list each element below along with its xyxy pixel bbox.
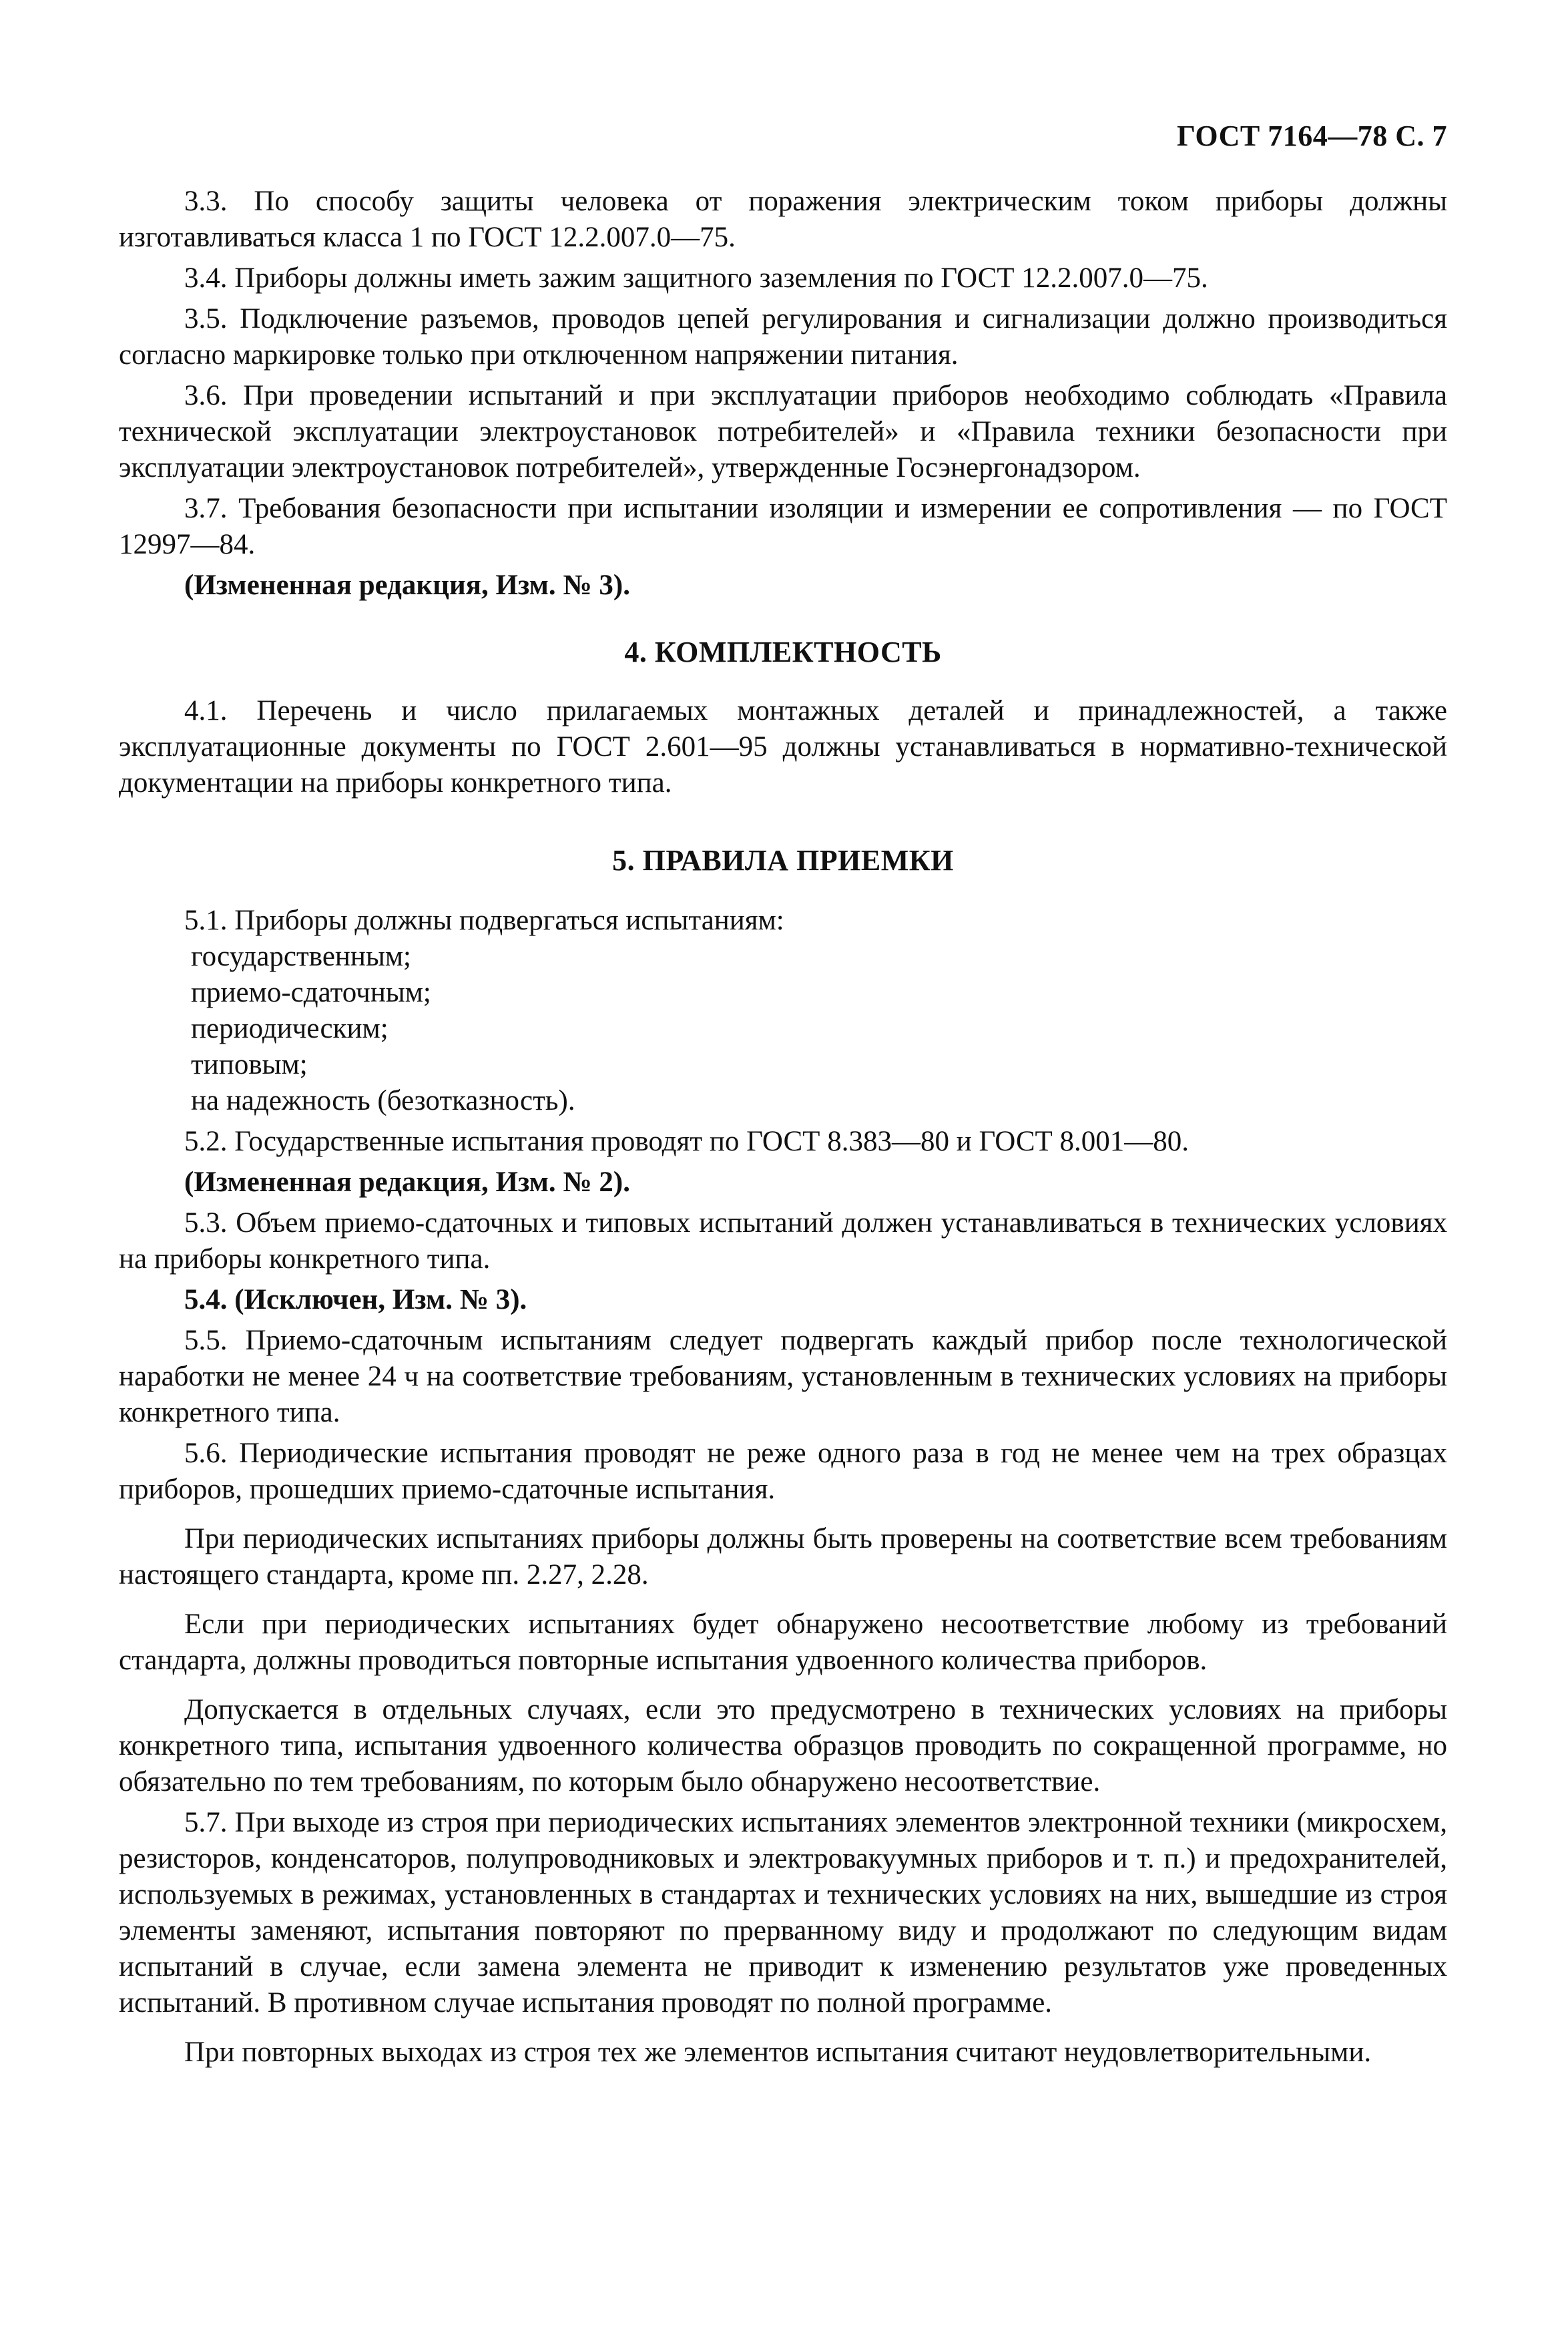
list-item: на надежность (безотказность).: [191, 1085, 575, 1116]
clause-5-2: 5.2. Государственные испытания проводят по ГОСТ 8.383—80 и ГОСТ 8.001—80.: [184, 1126, 1190, 1157]
list-item: государственным;: [191, 941, 411, 972]
page-content: [119, 184, 1447, 2071]
clause-3-7: 3.7. Требования безопасности при испытании изоляции и измерении ее сопротивления — по ГОСТ 12997—84.: [119, 493, 1447, 560]
amendment-note-2: (Измененная редакция, Изм. № 2).: [184, 1166, 630, 1198]
clause-3-3: 3.3. По способу защиты человека от поражения электрическим током приборы должны изготавливаться класса 1 по ГОСТ 12.2.007.0—75.: [119, 186, 1447, 253]
clause-3-4: 3.4. Приборы должны иметь зажим защитного заземления по ГОСТ 12.2.007.0—75.: [184, 262, 1208, 294]
list-item: периодическим;: [191, 1013, 388, 1044]
list-item: приемо-сдаточным;: [191, 977, 431, 1008]
clause-5-6-paragraph-3: Если при периодических испытаниях будет обнаружено несоответствие любому из требований стандарта, должны проводиться повторные испытания удвоенного количества приборов.: [119, 1609, 1447, 1676]
test-types-list: [119, 939, 1447, 1119]
section-heading-completeness: 4. КОМПЛЕКТНОСТЬ: [624, 636, 942, 668]
clause-5-7: 5.7. При выходе из строя при периодических испытаниях элементов электронной техники (микросхем, резисторов, конденсаторов, полупроводниковых и электровакуумных приборов и т. п.) и предохранителей, используемых в режимах, установленных в стандартах и технических условиях на них, вышедшие из строя элементы заменяют, испытания повторяют по прерванному виду и продолжают по следующим видам испытаний в случае, если замена элемента не приводит к изменению результатов уже проведенных испытаний. В противном случае испытания проводят по полной программе.: [119, 1807, 1447, 2019]
page-header: ГОСТ 7164—78 С. 7: [1176, 120, 1447, 152]
clause-5-6-paragraph-4: Допускается в отдельных случаях, если это предусмотрено в технических условиях на приборы конкретного типа, испытания удвоенного количества образцов проводить по сокращенной программе, но обязательно по тем требованиям, по которым было обнаружено несоответствие.: [119, 1694, 1447, 1797]
amendment-note-3: (Измененная редакция, Изм. № 3).: [184, 570, 630, 601]
clause-5-1: 5.1. Приборы должны подвергаться испытаниям:: [184, 905, 784, 936]
list-item: типовым;: [191, 1049, 308, 1080]
clause-5-4: 5.4. (Исключен, Изм. № 3).: [184, 1284, 527, 1315]
clause-4-1: 4.1. Перечень и число прилагаемых монтажных деталей и принадлежностей, а также эксплуатационные документы по ГОСТ 2.601—95 должны устанавливаться в нормативно-технической документации на приборы конкретного типа.: [119, 695, 1447, 799]
clause-5-6-paragraph-2: При периодических испытаниях приборы должны быть проверены на соответствие всем требованиям настоящего стандарта, кроме пп. 2.27, 2.28.: [119, 1523, 1447, 1590]
section-heading-acceptance-rules: 5. ПРАВИЛА ПРИЕМКИ: [612, 844, 954, 877]
clause-5-7-paragraph-2: При повторных выходах из строя тех же элементов испытания считают неудовлетворительными.: [184, 2037, 1372, 2068]
clause-5-3: 5.3. Объем приемо-сдаточных и типовых испытаний должен устанавливаться в технических условиях на приборы конкретного типа.: [119, 1207, 1447, 1275]
clause-5-5: 5.5. Приемо-сдаточным испытаниям следует подвергать каждый прибор после технологической наработки не менее 24 ч на соответствие требованиям, установленным в технических условиях на приборы конкретного типа.: [119, 1325, 1447, 1428]
clause-3-6: 3.6. При проведении испытаний и при эксплуатации приборов необходимо соблюдать «Правила технической эксплуатации электроустановок потребителей» и «Правила техники безопасности при эксплуатации электроустановок потребителей», утвержденные Госэнергонадзором.: [119, 380, 1447, 483]
clause-3-5: 3.5. Подключение разъемов, проводов цепей регулирования и сигнализации должно производиться согласно маркировке только при отключенном напряжении питания.: [119, 303, 1447, 371]
clause-5-6: 5.6. Периодические испытания проводят не реже одного раза в год не менее чем на трех образцах приборов, прошедших приемо-сдаточные испытания.: [119, 1438, 1447, 1505]
